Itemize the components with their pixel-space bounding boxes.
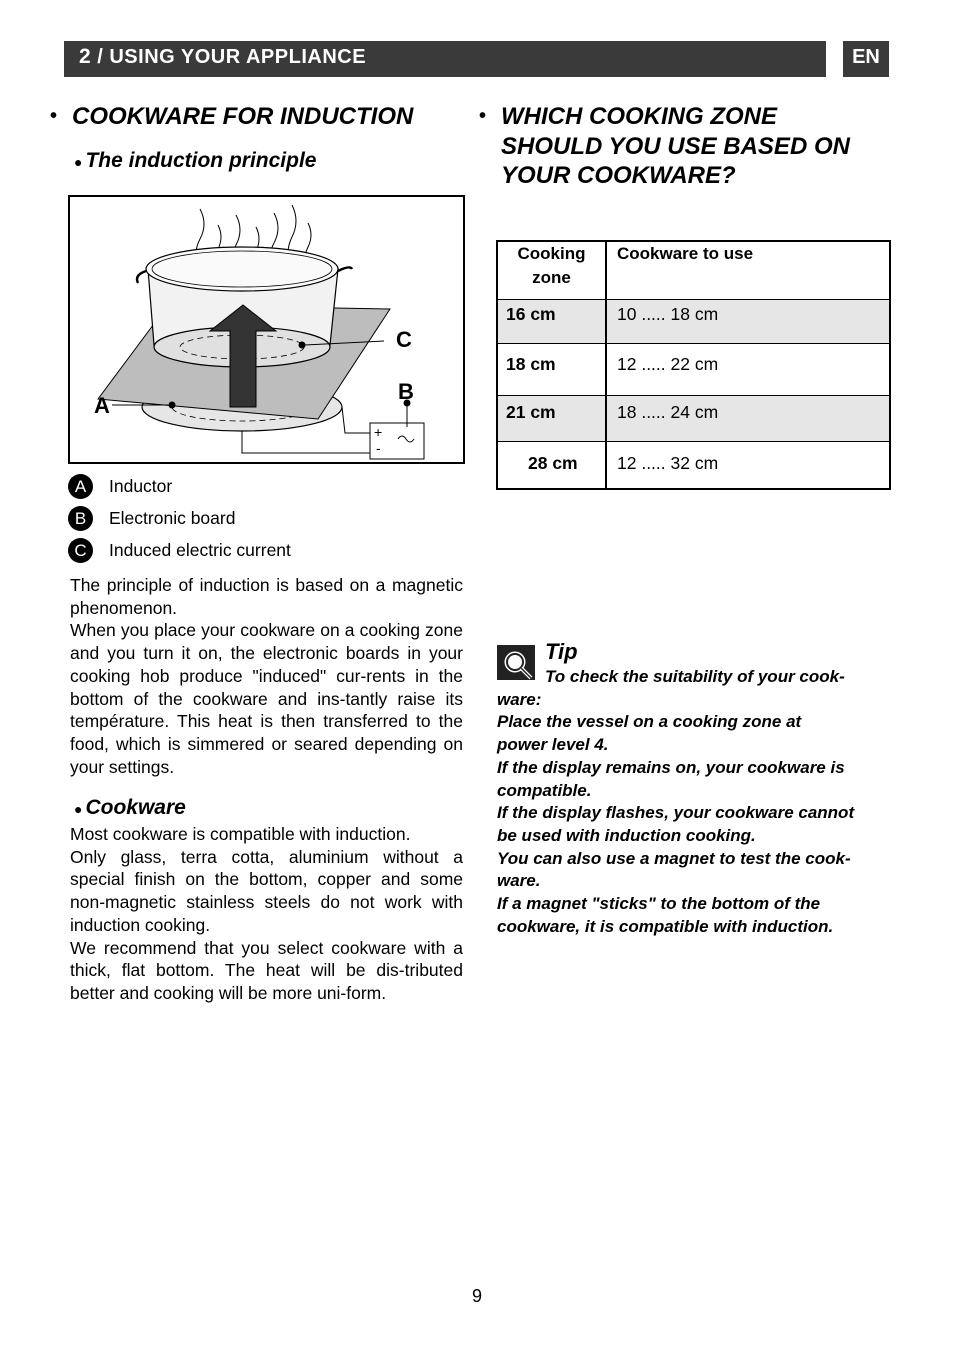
column-header-zone: Cooking zone [517,244,586,287]
legend-badge-a: A [68,474,93,499]
legend-badge-b: B [68,506,93,531]
range-cell: 12 ..... 22 cm [617,354,719,374]
cooking-zone-heading: • WHICH COOKING ZONE SHOULD YOU USE BASED ON YOUR COOKWARE? [479,103,850,189]
section-header-bar [64,41,826,77]
figure-label-c: C [396,327,412,352]
table-row [498,300,889,344]
section-number: 2 [79,45,92,68]
tip-text: To check the suitability of your cook- ware: Place the vessel on a cooking zone at power level 4. If the display remains on, your cookware is compatible. If the display flashes, your cookware cannot be used with induction cooking. You can also use a magnet to test the cook- ware. If a magnet "sticks" to the bottom of the cookware, it is compatible with induction. [497,667,855,936]
table-row [498,344,889,396]
zone-cell: 16 cm [506,304,556,324]
zone-cell: 21 cm [506,402,556,422]
cookware-subheading: ● Cookware [74,796,186,819]
bullet-icon: ● [74,801,83,817]
figure-minus-sign: - [376,440,381,456]
bullet-icon: • [479,105,487,127]
bullet-icon: • [50,105,58,127]
range-cell: 12 ..... 32 cm [617,453,719,473]
legend-item-electronic-board [68,505,235,531]
legend-item-inductor [68,473,172,499]
legend-label: Electronic board [109,507,236,528]
cookware-induction-heading: • COOKWARE FOR INDUCTION [50,103,414,130]
paragraph: We recommend that you select cookware with a thick, flat bottom. The heat will be dis-tributed better and cooking will be more uni-form. [70,937,463,1003]
figure-plus-sign: + [374,424,383,440]
paragraph: Only glass, terra cotta, aluminium without a special finish on the bottom, copper and some non-magnetic stainless steels do not work with induction cooking. [70,846,463,935]
zone-cell: 18 cm [506,354,556,374]
legend-label: Induced electric current [109,539,291,560]
paragraph: When you place your cookware on a cooking zone and you turn it on, the electronic boards in your cooking hob produce "induced" cur-rents in the bottom of the cookware and ins-tantly raise its température. This heat is then transferred to the food, which is simmered or seared depending on your settings. [70,620,463,777]
induction-principle-text [70,574,463,778]
column-header-cookware: Cookware to use [617,244,754,263]
language-badge: EN [843,41,889,77]
legend-label: Inductor [109,475,173,496]
page-number: 9 [471,1286,482,1306]
figure-label-b: B [398,379,414,404]
bullet-icon: ● [74,154,83,170]
table-header-row [498,242,889,300]
zone-cell: 28 cm [528,453,578,473]
legend-item-induced-current [68,537,291,563]
range-cell: 10 ..... 18 cm [617,304,719,324]
paragraph: Most cookware is compatible with induction. [70,824,411,844]
column-divider [605,242,607,488]
induction-diagram [68,195,465,464]
table-row [498,442,889,488]
section-title: / USING YOUR APPLIANCE [91,46,367,68]
figure-label-a: A [94,393,110,418]
cookware-text [70,823,463,1005]
induction-principle-subheading: ● The induction principle [74,149,317,172]
cooking-zone-table [496,240,891,490]
legend-badge-c: C [68,538,93,563]
paragraph: The principle of induction is based on a magnetic phenomenon. [70,575,463,618]
range-cell: 18 ..... 24 cm [617,402,719,422]
tip-title: Tip [545,639,578,664]
table-row [498,396,889,442]
